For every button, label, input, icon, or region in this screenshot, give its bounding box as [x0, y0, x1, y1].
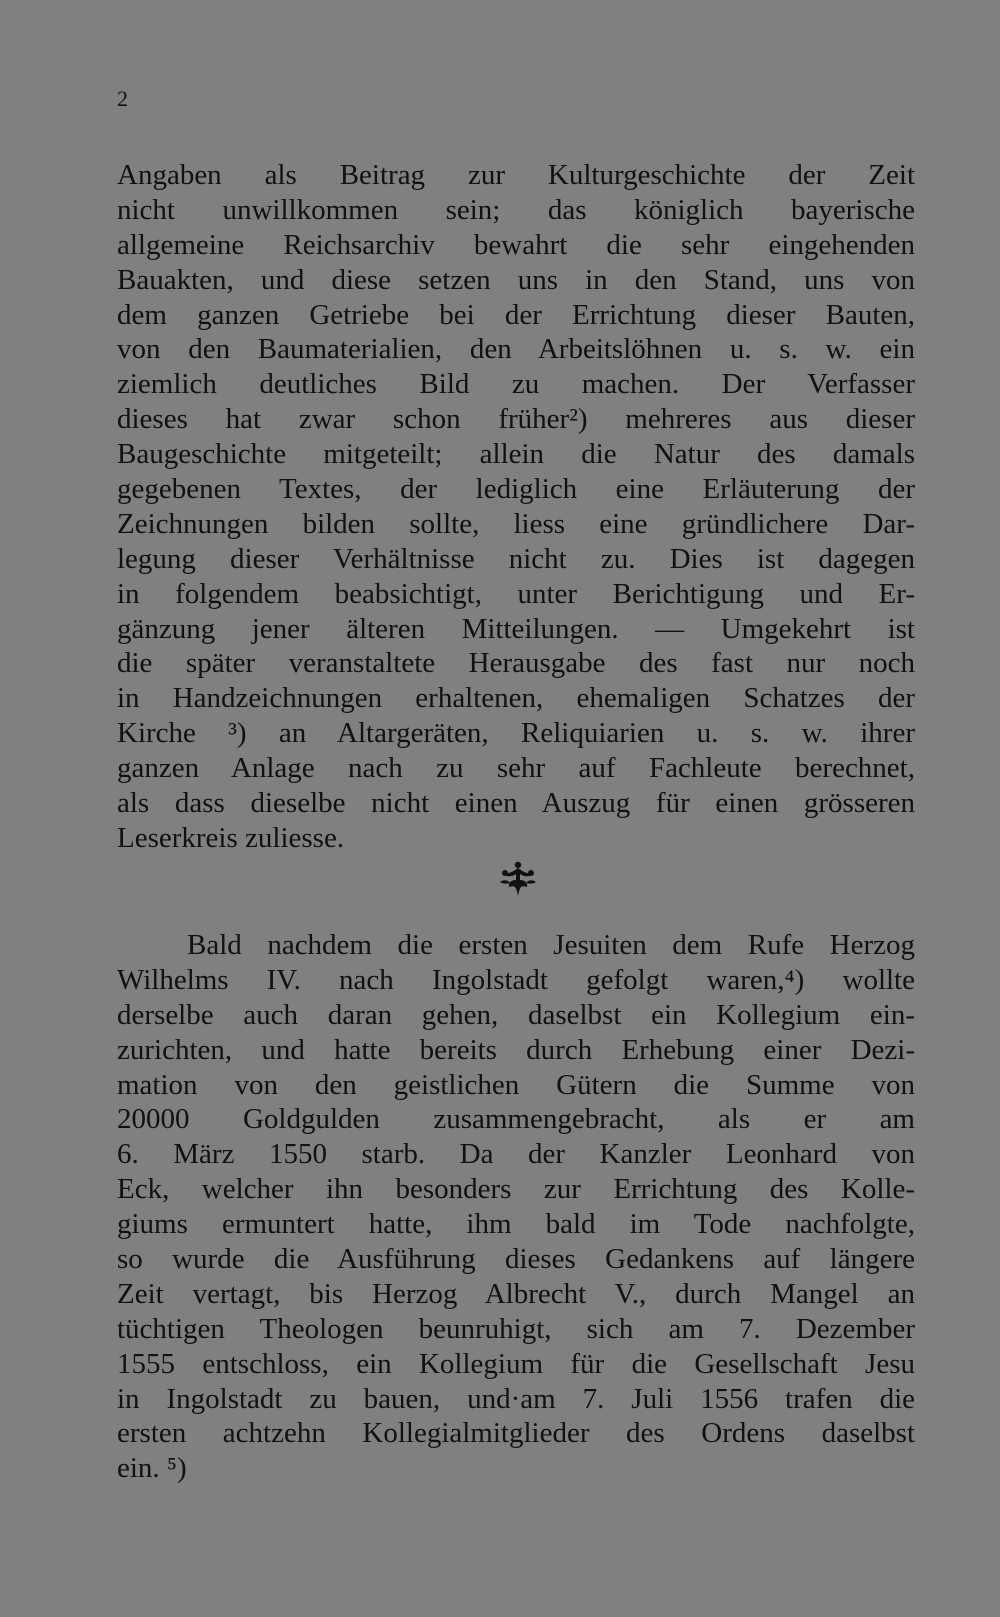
text-line: als dass dieselbe nicht einen Auszug für einen grösseren — [117, 787, 915, 820]
text-line: Wilhelms IV. nach Ingolstadt gefolgt waren,⁴) wollte — [117, 963, 915, 996]
text-line: gegebenen Textes, der lediglich eine Erläuterung der — [117, 473, 915, 506]
page-number: 2 — [117, 86, 128, 111]
text-line: Zeit vertagt, bis Herzog Albrecht V., durch Mangel an — [117, 1277, 915, 1310]
text-line: in folgendem beabsichtigt, unter Berichtigung und Er- — [117, 577, 915, 610]
text-line: Kirche ³) an Altargeräten, Reliquiarien u. s. w. ihrer — [117, 717, 915, 750]
text-line: Eck, welcher ihn besonders zur Errichtung des Kolle- — [117, 1173, 915, 1206]
fleuron-ornament-icon — [496, 858, 540, 898]
text-line: dieses hat zwar schon früher²) mehreres aus dieser — [117, 403, 915, 436]
text-line: 20000 Goldgulden zusammengebracht, als er am — [117, 1103, 915, 1136]
text-line: legung dieser Verhältnisse nicht zu. Dies ist dagegen — [117, 542, 915, 575]
text-line: Bald nachdem die ersten Jesuiten dem Rufe Herzog — [187, 929, 915, 961]
text-line: in Handzeichnungen erhaltenen, ehemaligen Schatzes der — [117, 682, 915, 715]
text-line: 6. März 1550 starb. Da der Kanzler Leonhard von — [117, 1138, 915, 1171]
text-line: von den Baumaterialien, den Arbeitslöhnen u. s. w. ein — [117, 333, 915, 366]
text-line: ganzen Anlage nach zu sehr auf Fachleute berechnet, — [117, 752, 915, 785]
text-line: die später veranstaltete Herausgabe des fast nur noch — [117, 647, 915, 680]
text-line: gänzung jener älteren Mitteilungen. — Umgekehrt ist — [117, 612, 915, 645]
text-line: 1555 entschloss, ein Kollegium für die Gesellschaft Jesu — [117, 1347, 915, 1380]
text-line: zurichten, und hatte bereits durch Erhebung einer Dezi- — [117, 1033, 915, 1066]
text-line: mation von den geistlichen Gütern die Summe von — [117, 1068, 915, 1101]
text-line: tüchtigen Theologen beunruhigt, sich am 7. Dezember — [117, 1312, 915, 1345]
text-line: Leserkreis zuliesse. — [117, 821, 345, 854]
text-line: Bauakten, und diese setzen uns in den Stand, uns von — [117, 263, 915, 296]
text-line: giums ermuntert hatte, ihm bald im Tode nachfolgte, — [117, 1208, 915, 1241]
text-line: ziemlich deutliches Bild zu machen. Der Verfasser — [117, 368, 915, 401]
text-line: Baugeschichte mitgeteilt; allein die Natur des damals — [117, 438, 915, 471]
text-line: dem ganzen Getriebe bei der Errichtung dieser Bauten, — [117, 298, 915, 331]
text-line: derselbe auch daran gehen, daselbst ein Kollegium ein- — [117, 998, 915, 1031]
text-line: in Ingolstadt zu bauen, und·am 7. Juli 1556 trafen die — [117, 1382, 915, 1415]
text-line: nicht unwillkommen sein; das königlich bayerische — [117, 193, 915, 226]
text-line: allgemeine Reichsarchiv bewahrt die sehr eingehenden — [117, 228, 915, 261]
paragraph-jesuit-college — [117, 928, 915, 1486]
paragraph-continuation — [117, 158, 915, 856]
text-line: ersten achtzehn Kollegialmitglieder des Ordens daselbst — [117, 1417, 915, 1450]
text-line: Zeichnungen bilden sollte, liess eine gründlichere Dar- — [117, 507, 915, 540]
text-line: ein. ⁵) — [117, 1452, 187, 1485]
text-line: Angaben als Beitrag zur Kulturgeschichte der Zeit — [117, 159, 915, 191]
text-line: so wurde die Ausführung dieses Gedankens auf längere — [117, 1243, 915, 1276]
